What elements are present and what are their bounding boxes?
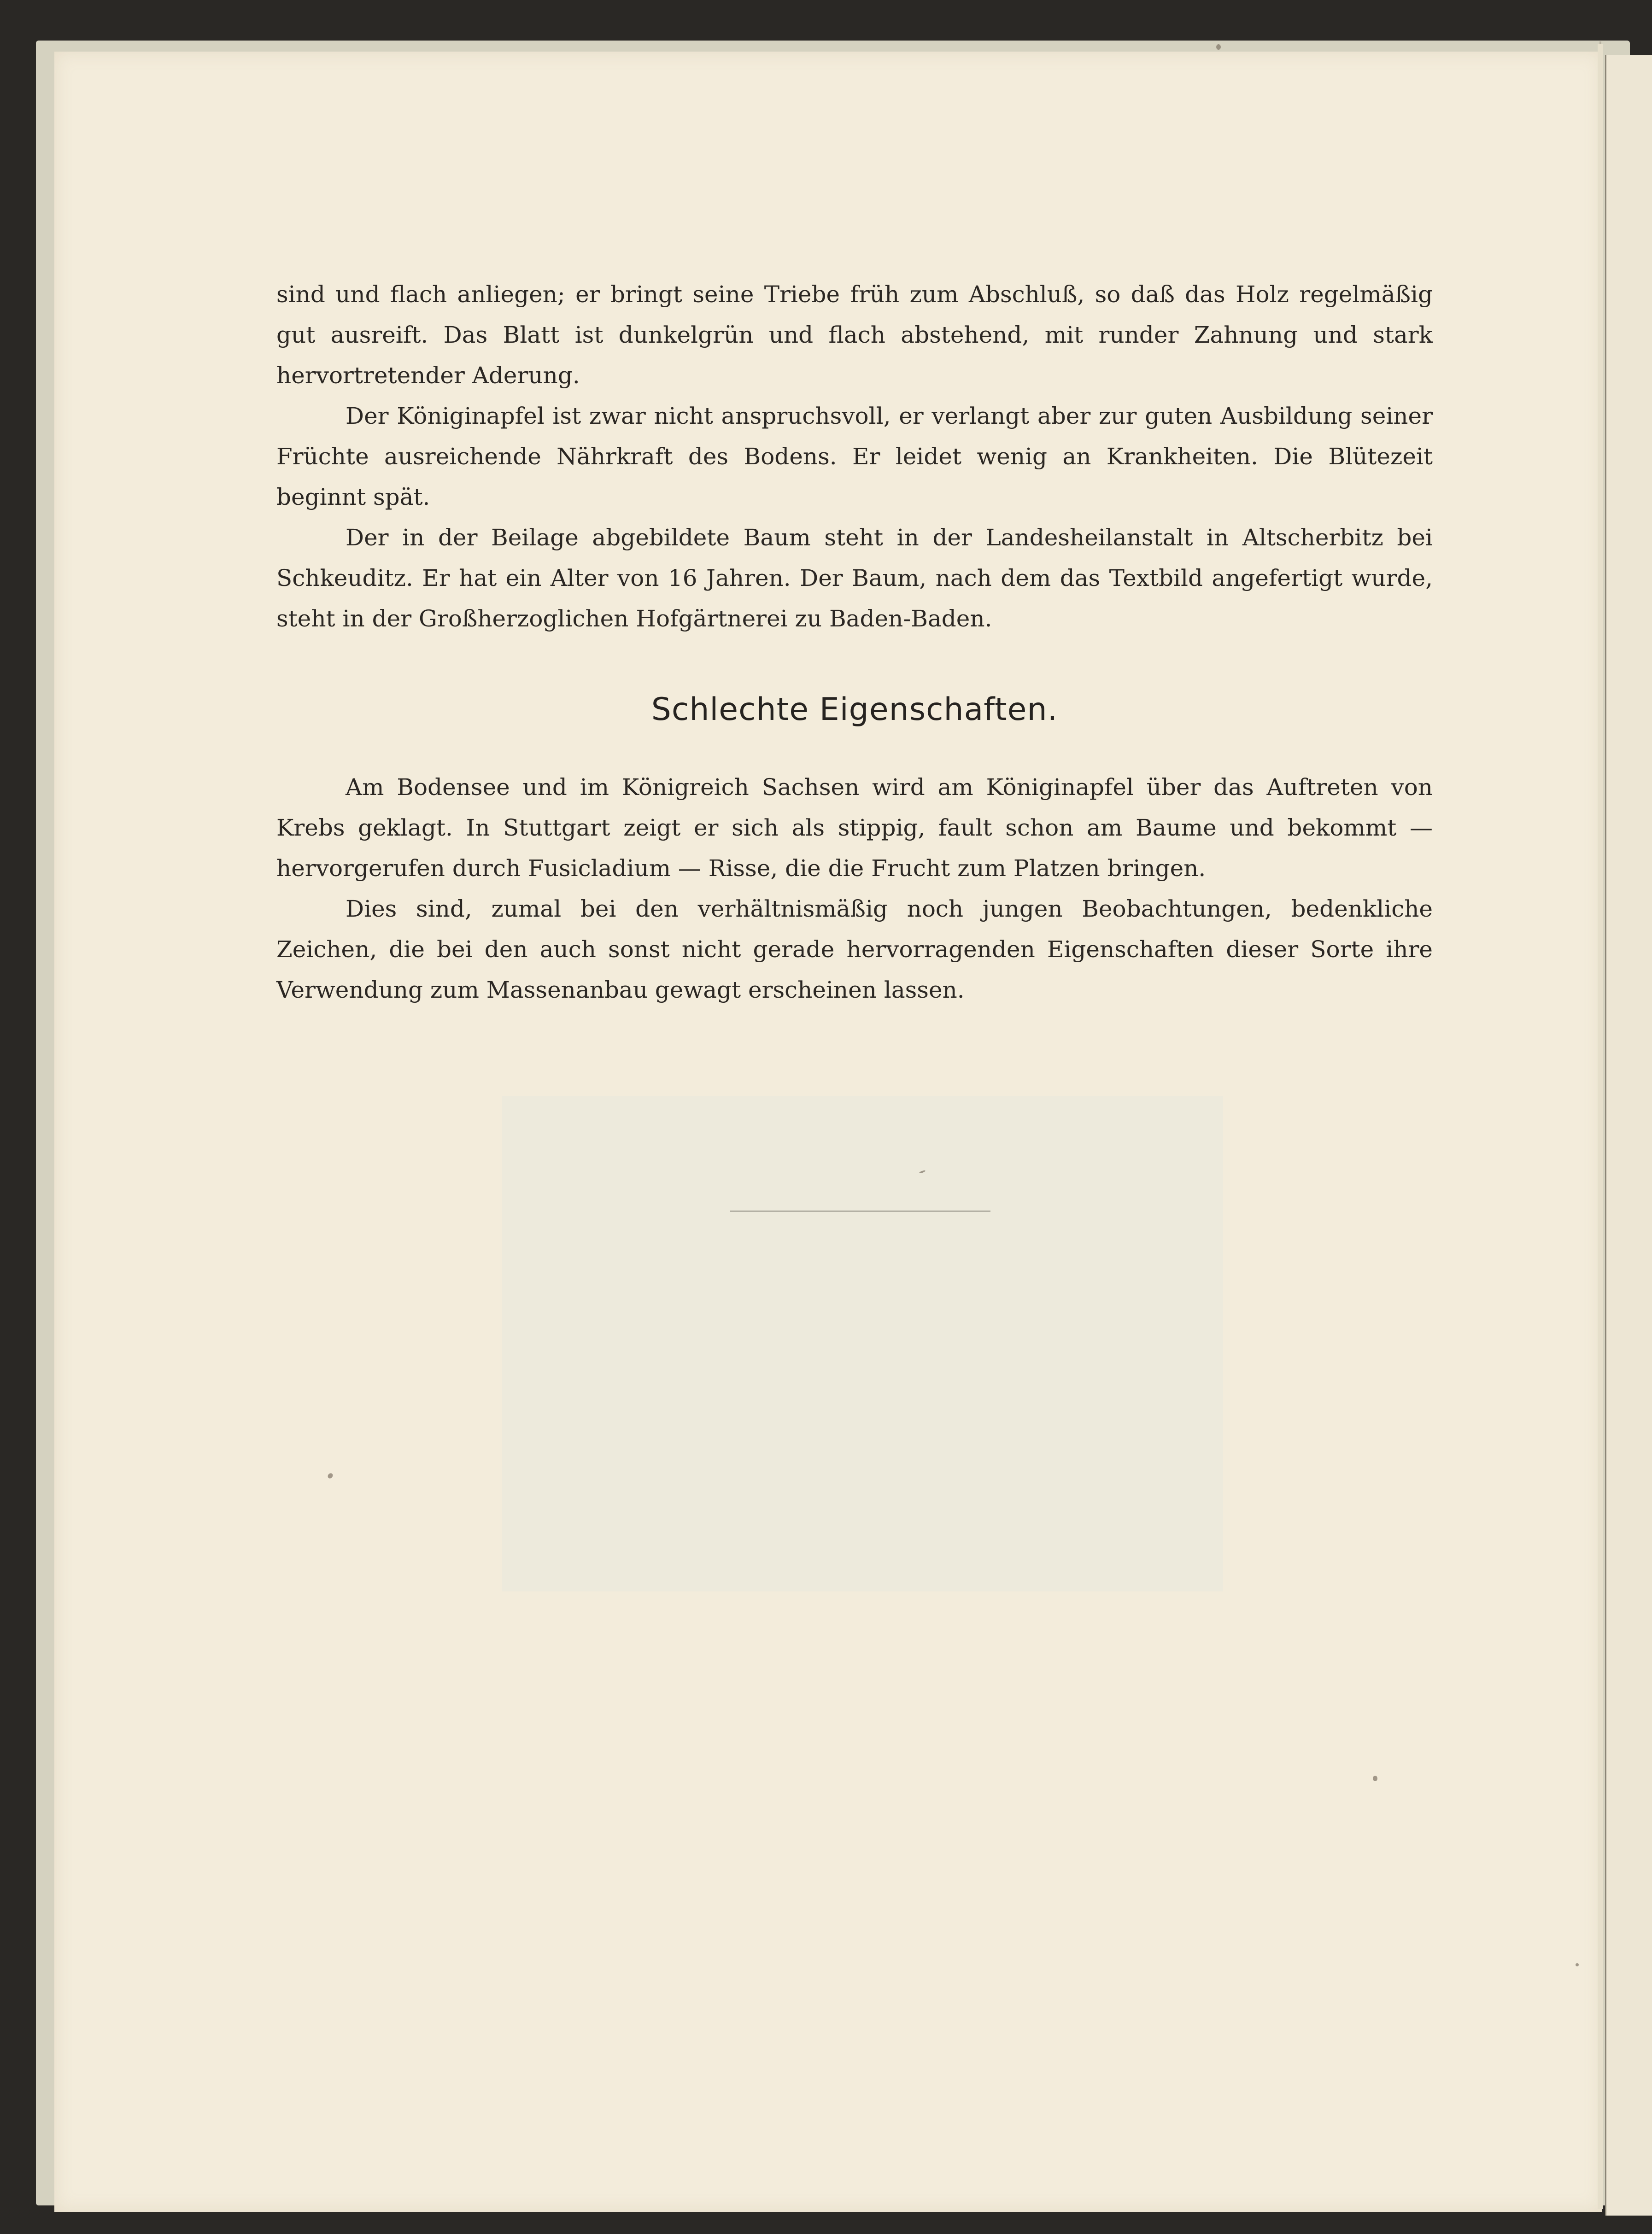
body-text [276, 274, 1433, 1010]
paragraph-leaf-description: sind und flach anliegen; er bringt seine Triebe früh zum Abschluß, so daß das Holz regelmäßig gut ausreift. Das Blatt ist dunkelgrün und flach abstehend, mit runder Zahnung und stark hervortretender Aderung. [276, 281, 1433, 389]
empty-plate-area [502, 1096, 1223, 1591]
paragraph-tree-location: Der in der Beilage abgebildete Baum steht in der Landesheilanstalt in Altscherbitz bei Schkeuditz. Er hat ein Alter von 16 Jahren. Der Baum, nach dem das Textbild angefertigt wurde, steht in der Großherzoglichen Hofgärtnerei zu Baden-Baden. [276, 524, 1433, 632]
paper-speck [1373, 1776, 1377, 1781]
paragraph-diseases: Am Bodensee und im Königreich Sachsen wird am Königinapfel über das Auftreten von Krebs geklagt. In Stuttgart zeigt er sich als stippig, fault schon am Baume und bekommt — hervorgerufen durch Fusicladium — Risse, die die Frucht zum Platzen bringen. [276, 774, 1433, 882]
plate-rule [730, 1211, 990, 1212]
section-heading: Schlechte Eigenschaften. [651, 691, 1058, 728]
facing-page-edge [1605, 55, 1652, 2216]
paragraph-soil-requirements: Der Königinapfel ist zwar nicht anspruchsvoll, er verlangt aber zur guten Ausbildung seiner Früchte ausreichende Nährkraft des Bodens. Er leidet wenig an Krankheiten. Die Blütezeit beginnt spät. [276, 403, 1433, 510]
page-edge [1598, 44, 1603, 2209]
paper-speck [1576, 1963, 1579, 1966]
paragraph-conclusion: Dies sind, zumal bei den verhältnismäßig noch jungen Beobachtungen, bedenkliche Zeichen, die bei den auch sonst nicht gerade hervorragenden Eigenschaften dieser Sorte ihre Verwendung zum Massenanbau gewagt erscheinen lassen. [276, 895, 1433, 1003]
paper-speck [1216, 44, 1221, 50]
